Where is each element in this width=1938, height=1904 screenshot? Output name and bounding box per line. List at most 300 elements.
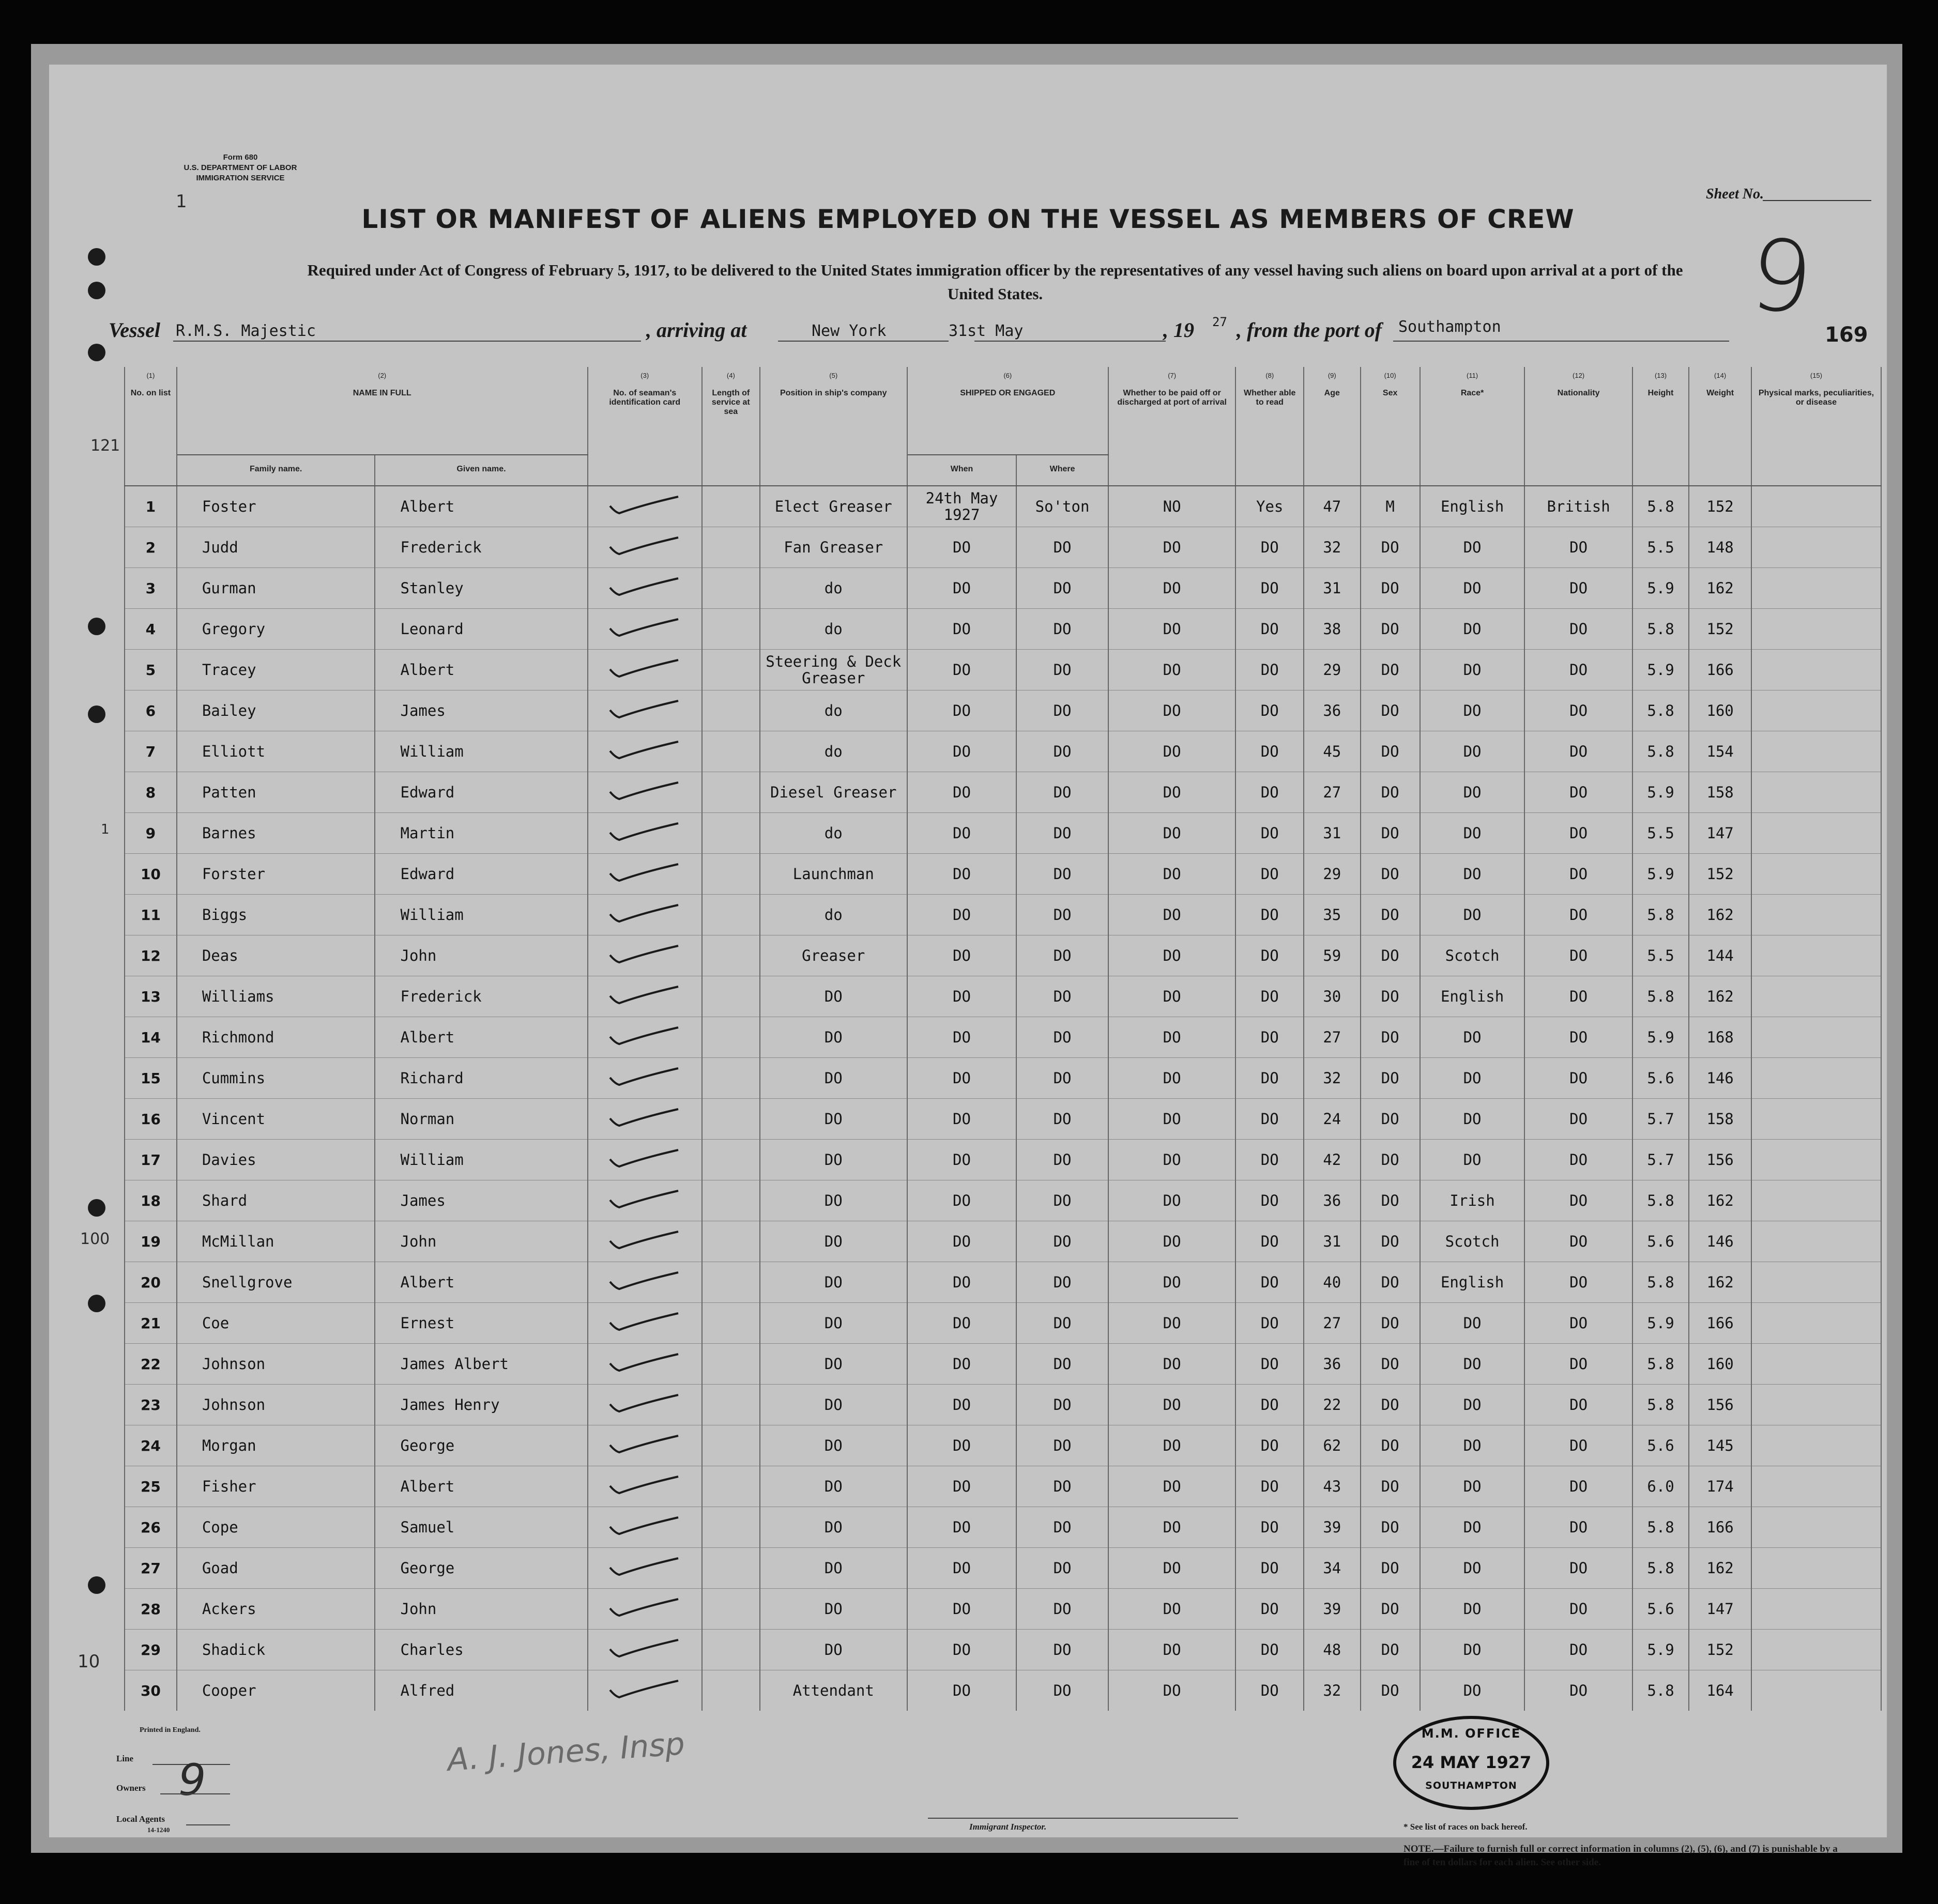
given-name[interactable]: Albert	[375, 1017, 587, 1058]
shipped-when[interactable]: DO	[907, 1058, 1017, 1099]
paid-off[interactable]: DO	[1108, 1385, 1236, 1425]
shipped-when[interactable]: DO	[907, 1670, 1017, 1711]
able-to-read[interactable]: DO	[1235, 1099, 1304, 1140]
family-name[interactable]: Biggs	[177, 895, 375, 935]
shipped-where[interactable]: DO	[1016, 1180, 1108, 1221]
family-name[interactable]: Fisher	[177, 1466, 375, 1507]
height[interactable]: 5.7	[1632, 1099, 1689, 1140]
able-to-read[interactable]: DO	[1235, 1017, 1304, 1058]
row-number[interactable]: 13	[125, 976, 177, 1017]
race[interactable]: DO	[1420, 1385, 1525, 1425]
height[interactable]: 5.9	[1632, 650, 1689, 690]
shipped-where[interactable]: So'ton	[1016, 486, 1108, 527]
position[interactable]: DO	[760, 1548, 907, 1589]
shipped-when[interactable]: DO	[907, 1140, 1017, 1180]
paid-off[interactable]: DO	[1108, 1058, 1236, 1099]
paid-off[interactable]: DO	[1108, 1670, 1236, 1711]
row-number[interactable]: 4	[125, 609, 177, 650]
position[interactable]: DO	[760, 1507, 907, 1548]
shipped-when[interactable]: DO	[907, 1589, 1017, 1630]
shipped-where[interactable]: DO	[1016, 1630, 1108, 1670]
race[interactable]: DO	[1420, 527, 1525, 568]
family-name[interactable]: Barnes	[177, 813, 375, 854]
shipped-where[interactable]: DO	[1016, 1507, 1108, 1548]
family-name[interactable]: Foster	[177, 486, 375, 527]
race[interactable]: DO	[1420, 1670, 1525, 1711]
position[interactable]: DO	[760, 1630, 907, 1670]
shipped-where[interactable]: DO	[1016, 1670, 1108, 1711]
sex[interactable]: DO	[1361, 1221, 1420, 1262]
nationality[interactable]: DO	[1524, 1180, 1632, 1221]
row-number[interactable]: 10	[125, 854, 177, 895]
row-number[interactable]: 5	[125, 650, 177, 690]
height[interactable]: 5.8	[1632, 1262, 1689, 1303]
arrival-port[interactable]: New York	[812, 322, 887, 340]
age[interactable]: 36	[1304, 690, 1361, 731]
height[interactable]: 5.5	[1632, 935, 1689, 976]
race[interactable]: DO	[1420, 854, 1525, 895]
able-to-read[interactable]: DO	[1235, 1425, 1304, 1466]
able-to-read[interactable]: DO	[1235, 1344, 1304, 1385]
age[interactable]: 24	[1304, 1099, 1361, 1140]
family-name[interactable]: Ackers	[177, 1589, 375, 1630]
sex[interactable]: DO	[1361, 1670, 1420, 1711]
able-to-read[interactable]: DO	[1235, 976, 1304, 1017]
race[interactable]: DO	[1420, 772, 1525, 813]
height[interactable]: 5.8	[1632, 1180, 1689, 1221]
weight[interactable]: 146	[1689, 1058, 1751, 1099]
weight[interactable]: 156	[1689, 1140, 1751, 1180]
able-to-read[interactable]: DO	[1235, 935, 1304, 976]
shipped-where[interactable]: DO	[1016, 1466, 1108, 1507]
age[interactable]: 45	[1304, 731, 1361, 772]
weight[interactable]: 168	[1689, 1017, 1751, 1058]
given-name[interactable]: George	[375, 1548, 587, 1589]
age[interactable]: 32	[1304, 527, 1361, 568]
given-name[interactable]: Albert	[375, 1262, 587, 1303]
given-name[interactable]: John	[375, 1221, 587, 1262]
age[interactable]: 30	[1304, 976, 1361, 1017]
height[interactable]: 6.0	[1632, 1466, 1689, 1507]
sex[interactable]: DO	[1361, 813, 1420, 854]
paid-off[interactable]: DO	[1108, 1425, 1236, 1466]
race[interactable]: English	[1420, 976, 1525, 1017]
family-name[interactable]: Johnson	[177, 1344, 375, 1385]
nationality[interactable]: DO	[1524, 854, 1632, 895]
weight[interactable]: 152	[1689, 486, 1751, 527]
weight[interactable]: 152	[1689, 1630, 1751, 1670]
weight[interactable]: 162	[1689, 568, 1751, 609]
weight[interactable]: 145	[1689, 1425, 1751, 1466]
position[interactable]: do	[760, 609, 907, 650]
family-name[interactable]: Shard	[177, 1180, 375, 1221]
given-name[interactable]: James Albert	[375, 1344, 587, 1385]
row-number[interactable]: 21	[125, 1303, 177, 1344]
race[interactable]: Scotch	[1420, 1221, 1525, 1262]
race[interactable]: DO	[1420, 1099, 1525, 1140]
weight[interactable]: 158	[1689, 1099, 1751, 1140]
race[interactable]: DO	[1420, 609, 1525, 650]
height[interactable]: 5.8	[1632, 1344, 1689, 1385]
paid-off[interactable]: DO	[1108, 731, 1236, 772]
shipped-where[interactable]: DO	[1016, 854, 1108, 895]
shipped-where[interactable]: DO	[1016, 1589, 1108, 1630]
sex[interactable]: DO	[1361, 1262, 1420, 1303]
shipped-when[interactable]: DO	[907, 1466, 1017, 1507]
vessel-name[interactable]: R.M.S. Majestic	[176, 322, 316, 340]
given-name[interactable]: Albert	[375, 486, 587, 527]
given-name[interactable]: James Henry	[375, 1385, 587, 1425]
paid-off[interactable]: DO	[1108, 690, 1236, 731]
shipped-when[interactable]: DO	[907, 527, 1017, 568]
shipped-when[interactable]: 24th May 1927	[907, 486, 1017, 527]
sex[interactable]: DO	[1361, 1630, 1420, 1670]
weight[interactable]: 147	[1689, 1589, 1751, 1630]
sex[interactable]: DO	[1361, 731, 1420, 772]
weight[interactable]: 162	[1689, 1180, 1751, 1221]
weight[interactable]: 152	[1689, 609, 1751, 650]
sex[interactable]: DO	[1361, 1507, 1420, 1548]
height[interactable]: 5.9	[1632, 1017, 1689, 1058]
position[interactable]: DO	[760, 1058, 907, 1099]
race[interactable]: DO	[1420, 1548, 1525, 1589]
shipped-when[interactable]: DO	[907, 1425, 1017, 1466]
sex[interactable]: DO	[1361, 1548, 1420, 1589]
shipped-where[interactable]: DO	[1016, 731, 1108, 772]
row-number[interactable]: 27	[125, 1548, 177, 1589]
race[interactable]: DO	[1420, 1058, 1525, 1099]
sex[interactable]: DO	[1361, 527, 1420, 568]
race[interactable]: DO	[1420, 1017, 1525, 1058]
shipped-where[interactable]: DO	[1016, 1058, 1108, 1099]
age[interactable]: 38	[1304, 609, 1361, 650]
shipped-when[interactable]: DO	[907, 1180, 1017, 1221]
able-to-read[interactable]: DO	[1235, 690, 1304, 731]
paid-off[interactable]: DO	[1108, 1548, 1236, 1589]
shipped-when[interactable]: DO	[907, 1507, 1017, 1548]
nationality[interactable]: DO	[1524, 1630, 1632, 1670]
able-to-read[interactable]: DO	[1235, 1466, 1304, 1507]
shipped-when[interactable]: DO	[907, 1017, 1017, 1058]
shipped-when[interactable]: DO	[907, 1099, 1017, 1140]
shipped-when[interactable]: DO	[907, 731, 1017, 772]
paid-off[interactable]: DO	[1108, 1630, 1236, 1670]
nationality[interactable]: DO	[1524, 895, 1632, 935]
shipped-where[interactable]: DO	[1016, 813, 1108, 854]
paid-off[interactable]: DO	[1108, 1344, 1236, 1385]
given-name[interactable]: Frederick	[375, 527, 587, 568]
able-to-read[interactable]: DO	[1235, 1670, 1304, 1711]
shipped-when[interactable]: DO	[907, 1385, 1017, 1425]
shipped-when[interactable]: DO	[907, 690, 1017, 731]
position[interactable]: DO	[760, 1589, 907, 1630]
sex[interactable]: DO	[1361, 895, 1420, 935]
able-to-read[interactable]: DO	[1235, 772, 1304, 813]
race[interactable]: DO	[1420, 1507, 1525, 1548]
shipped-when[interactable]: DO	[907, 1221, 1017, 1262]
age[interactable]: 39	[1304, 1507, 1361, 1548]
position[interactable]: Steering & Deck Greaser	[760, 650, 907, 690]
race[interactable]: DO	[1420, 650, 1525, 690]
able-to-read[interactable]: DO	[1235, 1221, 1304, 1262]
height[interactable]: 5.8	[1632, 731, 1689, 772]
age[interactable]: 31	[1304, 813, 1361, 854]
row-number[interactable]: 11	[125, 895, 177, 935]
age[interactable]: 29	[1304, 854, 1361, 895]
position[interactable]: do	[760, 731, 907, 772]
given-name[interactable]: Martin	[375, 813, 587, 854]
shipped-where[interactable]: DO	[1016, 1385, 1108, 1425]
position[interactable]: DO	[760, 1140, 907, 1180]
row-number[interactable]: 12	[125, 935, 177, 976]
paid-off[interactable]: DO	[1108, 650, 1236, 690]
sex[interactable]: DO	[1361, 609, 1420, 650]
height[interactable]: 5.8	[1632, 690, 1689, 731]
race[interactable]: DO	[1420, 895, 1525, 935]
shipped-when[interactable]: DO	[907, 1303, 1017, 1344]
weight[interactable]: 146	[1689, 1221, 1751, 1262]
paid-off[interactable]: DO	[1108, 854, 1236, 895]
able-to-read[interactable]: DO	[1235, 1180, 1304, 1221]
nationality[interactable]: DO	[1524, 1385, 1632, 1425]
able-to-read[interactable]: DO	[1235, 1058, 1304, 1099]
given-name[interactable]: James	[375, 690, 587, 731]
family-name[interactable]: McMillan	[177, 1221, 375, 1262]
weight[interactable]: 162	[1689, 1548, 1751, 1589]
sex[interactable]: DO	[1361, 976, 1420, 1017]
nationality[interactable]: DO	[1524, 772, 1632, 813]
age[interactable]: 32	[1304, 1670, 1361, 1711]
height[interactable]: 5.7	[1632, 1140, 1689, 1180]
nationality[interactable]: DO	[1524, 731, 1632, 772]
race[interactable]: DO	[1420, 690, 1525, 731]
shipped-when[interactable]: DO	[907, 854, 1017, 895]
position[interactable]: DO	[760, 1099, 907, 1140]
shipped-where[interactable]: DO	[1016, 1303, 1108, 1344]
shipped-where[interactable]: DO	[1016, 527, 1108, 568]
paid-off[interactable]: DO	[1108, 1303, 1236, 1344]
height[interactable]: 5.8	[1632, 1507, 1689, 1548]
paid-off[interactable]: DO	[1108, 895, 1236, 935]
able-to-read[interactable]: DO	[1235, 854, 1304, 895]
row-number[interactable]: 30	[125, 1670, 177, 1711]
shipped-when[interactable]: DO	[907, 568, 1017, 609]
row-number[interactable]: 7	[125, 731, 177, 772]
given-name[interactable]: William	[375, 895, 587, 935]
age[interactable]: 48	[1304, 1630, 1361, 1670]
nationality[interactable]: DO	[1524, 1017, 1632, 1058]
race[interactable]: DO	[1420, 1344, 1525, 1385]
family-name[interactable]: Johnson	[177, 1385, 375, 1425]
nationality[interactable]: DO	[1524, 1099, 1632, 1140]
able-to-read[interactable]: DO	[1235, 1385, 1304, 1425]
nationality[interactable]: DO	[1524, 690, 1632, 731]
age[interactable]: 27	[1304, 1303, 1361, 1344]
age[interactable]: 42	[1304, 1140, 1361, 1180]
position[interactable]: DO	[760, 1344, 907, 1385]
age[interactable]: 47	[1304, 486, 1361, 527]
weight[interactable]: 148	[1689, 527, 1751, 568]
able-to-read[interactable]: DO	[1235, 527, 1304, 568]
family-name[interactable]: Deas	[177, 935, 375, 976]
row-number[interactable]: 28	[125, 1589, 177, 1630]
able-to-read[interactable]: DO	[1235, 609, 1304, 650]
family-name[interactable]: Snellgrove	[177, 1262, 375, 1303]
position[interactable]: DO	[760, 1425, 907, 1466]
age[interactable]: 22	[1304, 1385, 1361, 1425]
height[interactable]: 5.8	[1632, 609, 1689, 650]
race[interactable]: DO	[1420, 813, 1525, 854]
weight[interactable]: 174	[1689, 1466, 1751, 1507]
nationality[interactable]: DO	[1524, 1548, 1632, 1589]
height[interactable]: 5.8	[1632, 1385, 1689, 1425]
shipped-when[interactable]: DO	[907, 976, 1017, 1017]
weight[interactable]: 166	[1689, 650, 1751, 690]
given-name[interactable]: Edward	[375, 772, 587, 813]
row-number[interactable]: 23	[125, 1385, 177, 1425]
row-number[interactable]: 16	[125, 1099, 177, 1140]
shipped-where[interactable]: DO	[1016, 1425, 1108, 1466]
shipped-where[interactable]: DO	[1016, 650, 1108, 690]
nationality[interactable]: DO	[1524, 1466, 1632, 1507]
row-number[interactable]: 20	[125, 1262, 177, 1303]
nationality[interactable]: DO	[1524, 935, 1632, 976]
nationality[interactable]: DO	[1524, 1262, 1632, 1303]
height[interactable]: 5.8	[1632, 1670, 1689, 1711]
shipped-when[interactable]: DO	[907, 772, 1017, 813]
nationality[interactable]: DO	[1524, 813, 1632, 854]
shipped-where[interactable]: DO	[1016, 935, 1108, 976]
family-name[interactable]: Patten	[177, 772, 375, 813]
family-name[interactable]: Vincent	[177, 1099, 375, 1140]
age[interactable]: 27	[1304, 1017, 1361, 1058]
given-name[interactable]: James	[375, 1180, 587, 1221]
position[interactable]: DO	[760, 1221, 907, 1262]
departure-port[interactable]: Southampton	[1398, 318, 1501, 336]
given-name[interactable]: Frederick	[375, 976, 587, 1017]
shipped-where[interactable]: DO	[1016, 1221, 1108, 1262]
row-number[interactable]: 18	[125, 1180, 177, 1221]
height[interactable]: 5.8	[1632, 1548, 1689, 1589]
sex[interactable]: DO	[1361, 1385, 1420, 1425]
race[interactable]: DO	[1420, 1425, 1525, 1466]
height[interactable]: 5.8	[1632, 486, 1689, 527]
position[interactable]: Greaser	[760, 935, 907, 976]
given-name[interactable]: William	[375, 1140, 587, 1180]
height[interactable]: 5.9	[1632, 1630, 1689, 1670]
shipped-when[interactable]: DO	[907, 935, 1017, 976]
nationality[interactable]: DO	[1524, 568, 1632, 609]
shipped-when[interactable]: DO	[907, 609, 1017, 650]
height[interactable]: 5.5	[1632, 813, 1689, 854]
family-name[interactable]: Gurman	[177, 568, 375, 609]
sex[interactable]: DO	[1361, 1140, 1420, 1180]
row-number[interactable]: 1	[125, 486, 177, 527]
shipped-where[interactable]: DO	[1016, 1548, 1108, 1589]
paid-off[interactable]: DO	[1108, 1221, 1236, 1262]
shipped-where[interactable]: DO	[1016, 1099, 1108, 1140]
nationality[interactable]: DO	[1524, 976, 1632, 1017]
age[interactable]: 40	[1304, 1262, 1361, 1303]
race[interactable]: Irish	[1420, 1180, 1525, 1221]
nationality[interactable]: DO	[1524, 1303, 1632, 1344]
given-name[interactable]: Richard	[375, 1058, 587, 1099]
weight[interactable]: 144	[1689, 935, 1751, 976]
family-name[interactable]: Cummins	[177, 1058, 375, 1099]
weight[interactable]: 147	[1689, 813, 1751, 854]
family-name[interactable]: Judd	[177, 527, 375, 568]
arrival-year[interactable]: 27	[1212, 315, 1227, 329]
given-name[interactable]: Charles	[375, 1630, 587, 1670]
shipped-when[interactable]: DO	[907, 650, 1017, 690]
height[interactable]: 5.6	[1632, 1425, 1689, 1466]
shipped-when[interactable]: DO	[907, 1344, 1017, 1385]
age[interactable]: 36	[1304, 1180, 1361, 1221]
race[interactable]: DO	[1420, 1589, 1525, 1630]
weight[interactable]: 160	[1689, 690, 1751, 731]
height[interactable]: 5.8	[1632, 976, 1689, 1017]
sex[interactable]: DO	[1361, 1099, 1420, 1140]
race[interactable]: Scotch	[1420, 935, 1525, 976]
nationality[interactable]: DO	[1524, 1221, 1632, 1262]
family-name[interactable]: Forster	[177, 854, 375, 895]
sex[interactable]: DO	[1361, 1017, 1420, 1058]
able-to-read[interactable]: DO	[1235, 1262, 1304, 1303]
position[interactable]: Fan Greaser	[760, 527, 907, 568]
shipped-when[interactable]: DO	[907, 813, 1017, 854]
sex[interactable]: DO	[1361, 854, 1420, 895]
shipped-where[interactable]: DO	[1016, 568, 1108, 609]
paid-off[interactable]: DO	[1108, 1507, 1236, 1548]
paid-off[interactable]: NO	[1108, 486, 1236, 527]
family-name[interactable]: Tracey	[177, 650, 375, 690]
able-to-read[interactable]: Yes	[1235, 486, 1304, 527]
paid-off[interactable]: DO	[1108, 1466, 1236, 1507]
race[interactable]: DO	[1420, 568, 1525, 609]
family-name[interactable]: Williams	[177, 976, 375, 1017]
given-name[interactable]: Samuel	[375, 1507, 587, 1548]
row-number[interactable]: 3	[125, 568, 177, 609]
row-number[interactable]: 25	[125, 1466, 177, 1507]
paid-off[interactable]: DO	[1108, 813, 1236, 854]
paid-off[interactable]: DO	[1108, 935, 1236, 976]
family-name[interactable]: Elliott	[177, 731, 375, 772]
paid-off[interactable]: DO	[1108, 1140, 1236, 1180]
sex[interactable]: DO	[1361, 1425, 1420, 1466]
able-to-read[interactable]: DO	[1235, 1140, 1304, 1180]
given-name[interactable]: John	[375, 1589, 587, 1630]
age[interactable]: 27	[1304, 772, 1361, 813]
height[interactable]: 5.9	[1632, 568, 1689, 609]
height[interactable]: 5.6	[1632, 1058, 1689, 1099]
age[interactable]: 36	[1304, 1344, 1361, 1385]
row-number[interactable]: 19	[125, 1221, 177, 1262]
weight[interactable]: 164	[1689, 1670, 1751, 1711]
weight[interactable]: 154	[1689, 731, 1751, 772]
row-number[interactable]: 8	[125, 772, 177, 813]
position[interactable]: Launchman	[760, 854, 907, 895]
able-to-read[interactable]: DO	[1235, 568, 1304, 609]
family-name[interactable]: Bailey	[177, 690, 375, 731]
paid-off[interactable]: DO	[1108, 568, 1236, 609]
shipped-where[interactable]: DO	[1016, 1344, 1108, 1385]
nationality[interactable]: DO	[1524, 1589, 1632, 1630]
age[interactable]: 62	[1304, 1425, 1361, 1466]
sex[interactable]: DO	[1361, 1303, 1420, 1344]
shipped-where[interactable]: DO	[1016, 976, 1108, 1017]
family-name[interactable]: Cope	[177, 1507, 375, 1548]
position[interactable]: DO	[760, 1262, 907, 1303]
